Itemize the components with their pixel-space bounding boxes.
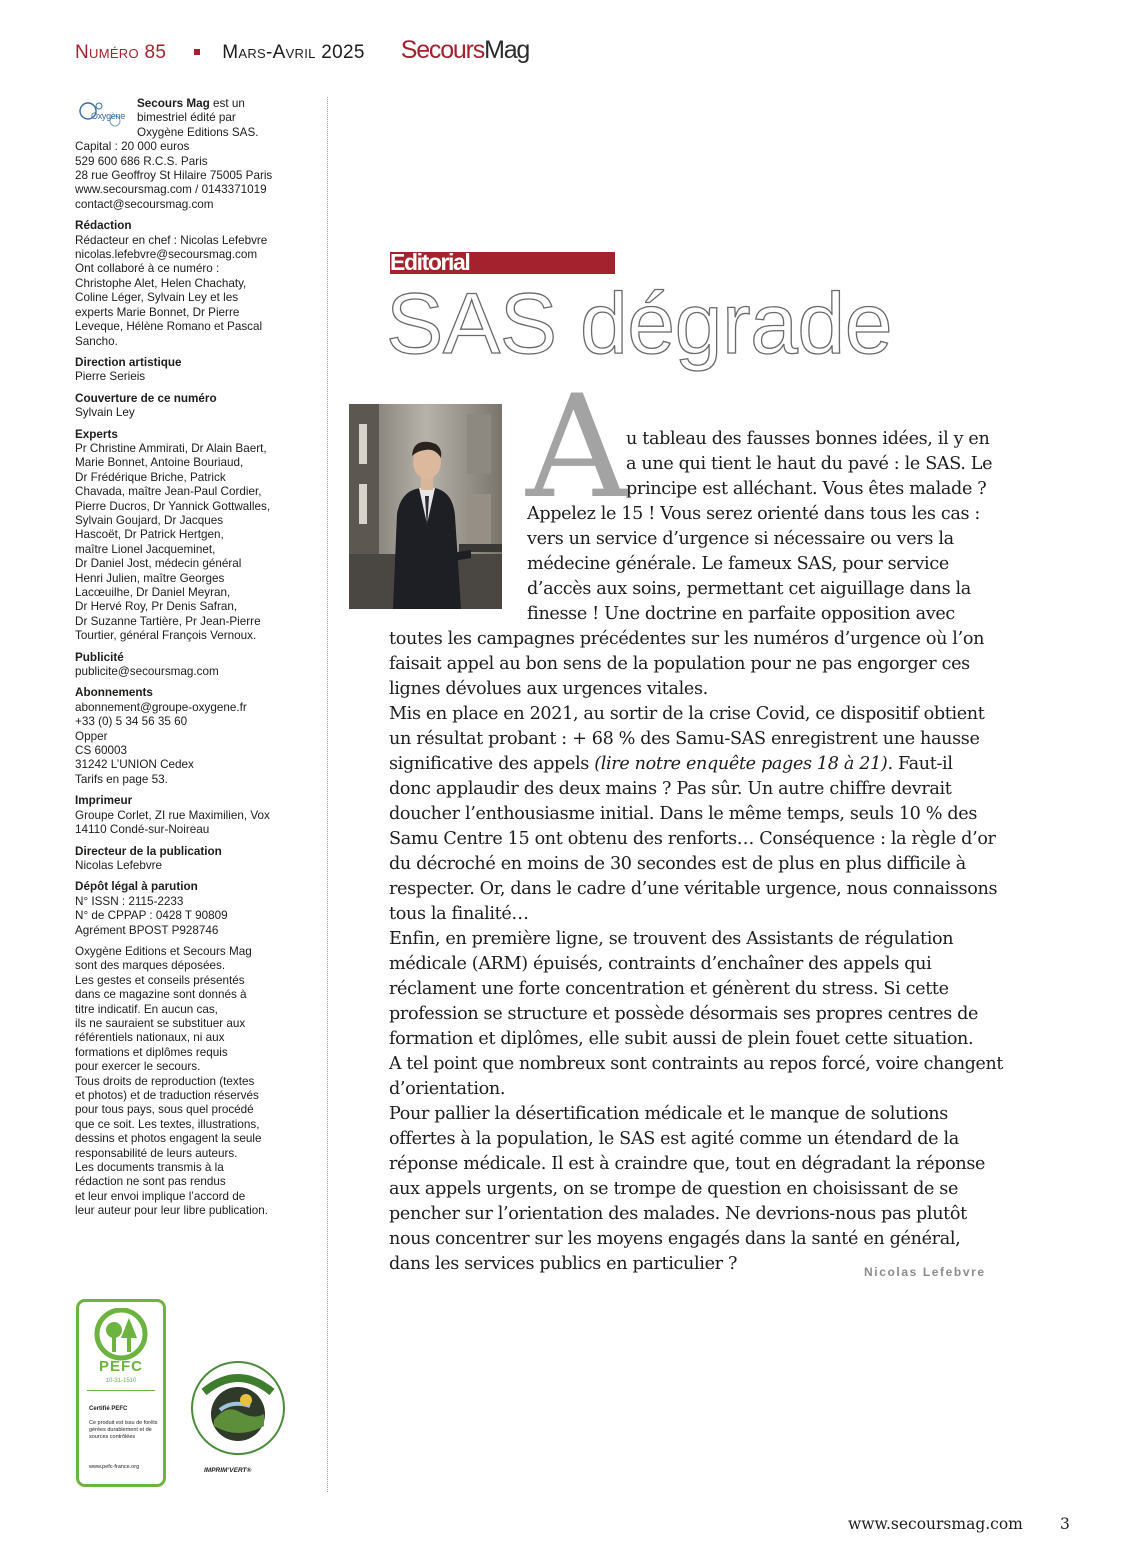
oxygene-logo (75, 97, 137, 137)
article-line: nous concentrer sur les moyens engagés dans la santé en général, (389, 1229, 961, 1249)
masthead-section (75, 845, 315, 874)
article-line: d’orientation. (389, 1079, 506, 1099)
brand-logo: SecoursMag (400, 36, 530, 64)
issue-date: Mars-Avril 2025 (222, 42, 365, 63)
masthead-section-title: Directeur de la publication (75, 844, 222, 858)
pefc-divider (87, 1390, 155, 1391)
imprim-vert-logo (190, 1360, 286, 1456)
article-line: formation et diplômes, elle subit aussi de plein fouet cette situation. (389, 1029, 974, 1049)
masthead-section-text: Pierre Serieis (75, 370, 146, 384)
article-line: un résultat probant : + 68 % des Samu-SAS enregistrent une hausse (389, 729, 980, 749)
column-divider (327, 97, 328, 1492)
article-line: a une qui tient le haut du pavé : le SAS. Le (626, 454, 993, 474)
masthead-section-title: Publicité (75, 650, 124, 664)
article-line: principe est alléchant. Vous êtes malade ? (626, 479, 987, 499)
pefc-url: www.pefc-france.org (89, 1464, 140, 1470)
pefc-certified: Certifié PEFC (89, 1406, 128, 1412)
article-line: Pour pallier la désertification médicale et le manque de solutions (389, 1104, 948, 1124)
article-line: respecter. Or, dans le cadre d’une véritable urgence, nous connaissons (389, 879, 998, 899)
pefc-logo (76, 1299, 166, 1487)
oxygene-logo-text: Oxygène (91, 111, 125, 121)
article-line: toutes les campagnes précédentes sur les numéros d’urgence où l’on (389, 629, 985, 649)
pefc-description: Ce produit est issu de forêts gérées durablement et de sources contrôlées (89, 1420, 158, 1440)
imprim-vert-seal-icon (190, 1360, 286, 1456)
masthead-section-text: publicite@secoursmag.com (75, 665, 219, 679)
masthead-section (75, 794, 315, 837)
article-line: Appelez le 15 ! Vous serez orienté dans tous les cas : (527, 504, 980, 524)
masthead-section-text: Sylvain Ley (75, 406, 135, 420)
article-line: Enfin, en première ligne, se trouvent des Assistants de régulation (389, 929, 954, 949)
masthead-intro-text: Secours Mag est un bimestriel édité par Oxygène Editions SAS. (137, 97, 259, 139)
article-line: pencher sur l’orientation des malades. Ne devrions-nous pas plutôt (389, 1204, 967, 1224)
issue-number: Numéro 85 (75, 42, 167, 63)
masthead-section-title: Imprimeur (75, 794, 133, 808)
article-line: réponse médicale. Il est à craindre que, tout en dégradant la réponse (389, 1154, 986, 1174)
masthead-section (75, 219, 315, 349)
imprim-vert-small-mark: IMPRIM’VERT® (204, 1467, 252, 1474)
article-line: médicale (ARM) épuisés, contraints d’enchaîner des appels qui (389, 954, 932, 974)
article-line: A tel point que nombreux sont contraints au repos forcé, voire changent (389, 1054, 1003, 1074)
masthead-section (75, 392, 315, 421)
masthead-section-text: N° ISSN : 2115-2233 N° de CPPAP : 0428 T 90809 Agrément BPOST P928746 (75, 894, 228, 937)
masthead-section-title: Experts (75, 427, 118, 441)
article-line: significative des appels (lire notre enquête pages 18 à 21). Faut-il (389, 754, 953, 774)
article-line: finesse ! Une doctrine en parfaite opposition avec (527, 604, 955, 624)
article-line: doucher l’enthousiasme initial. Dans le même temps, seuls 10 % des (389, 804, 978, 824)
masthead-section (75, 651, 315, 680)
pefc-name: PEFC (98, 1358, 143, 1375)
separator-square (194, 49, 200, 55)
footer-website: www.secoursmag.com (848, 1515, 1023, 1533)
pefc-code: 10-31-1510 (105, 1378, 137, 1384)
article-reference: (lire notre enquête pages 18 à 21) (594, 754, 888, 774)
masthead-intro (75, 97, 315, 140)
article-line: Mis en place en 2021, au sortir de la crise Covid, ce dispositif obtient (389, 704, 985, 724)
masthead-section-title: Couverture de ce numéro (75, 391, 217, 405)
section-kicker (390, 249, 615, 275)
section-kicker-label: Editorial (390, 249, 470, 275)
article-body (389, 427, 1003, 1277)
publisher-legal: Capital : 20 000 euros 529 600 686 R.C.S. Paris 28 rue Geoffroy St Hilaire 75005 Paris www.secoursmag.com / 0143371019 contact@secoursmag.com (75, 140, 273, 211)
article-line: d’accès aux soins, permettant cet aiguillage dans la (527, 579, 971, 599)
article-line: aux appels urgents, on se trompe de question en choisissant de se (389, 1179, 959, 1199)
article-line: faisait appel au bon sens de la population pour ne pas engorger ces (389, 654, 970, 674)
article-line: tous la finalité… (389, 904, 529, 924)
masthead-section-title: Dépôt légal à parution (75, 880, 198, 894)
masthead-section (75, 880, 315, 938)
article-line: vers un service d’urgence si nécessaire ou vers la (527, 529, 954, 549)
drop-cap: A (526, 365, 629, 530)
masthead-section (75, 356, 315, 385)
masthead-section-text: Nicolas Lefebvre (75, 858, 163, 872)
masthead-section-text: Pr Christine Ammirati, Dr Alain Baert, Marie Bonnet, Antoine Bouriaud, Dr Frédérique Briche, Patrick Chavada, maître Jean-Paul Cordier, Pierre Ducros, Dr Yannick Gottwalles, Sylvain Goujard, Dr Jacques Hascoët, Dr Patrick Hertgen, maître Lionel Jacqueminet, Dr Daniel Jost, médecin général Henri Julien, maître Georges Lacœuilhe, Dr Daniel Meyran, Dr Hervé Roy, Pr Denis Safran, Dr Suzanne Tartière, Pr Jean-Pierre Tourtier, général François Vernoux. (75, 441, 271, 643)
article-line: médecine générale. Le fameux SAS, pour service (527, 554, 949, 574)
masthead-sections (75, 219, 315, 938)
article-line: lignes dévolues aux urgences vitales. (389, 679, 708, 699)
page-header (75, 36, 529, 66)
article-line: donc applaudir des deux mains ? Pas sûr. Un autre chiffre devrait (389, 779, 952, 799)
masthead-section-title: Rédaction (75, 219, 132, 233)
article-line: Samu Centre 15 ont obtenu des renforts… Conséquence : la règle d’or (389, 829, 996, 849)
masthead-section-text: Groupe Corlet, ZI rue Maximilien, Vox 14110 Condé-sur-Noireau (75, 808, 270, 837)
author-signature: Nicolas Lefebvre (864, 1265, 986, 1279)
article-title: SAS dégrade (386, 276, 893, 372)
article-line: dans les services publics en particulier ? (389, 1254, 738, 1274)
article-line: du décroché en moins de 30 secondes est de plus en plus difficile à (389, 854, 966, 874)
masthead-section-text: abonnement@groupe-oxygene.fr +33 (0) 5 34 56 35 60 Opper CS 60003 31242 L’UNION Cedex Tarifs en page 53. (75, 700, 247, 786)
article-line: u tableau des fausses bonnes idées, il y en (626, 429, 990, 449)
masthead-section (75, 428, 315, 644)
article-line: offertes à la population, le SAS est agité comme un étendard de la (389, 1129, 959, 1149)
masthead-section-title: Direction artistique (75, 355, 182, 369)
masthead-sidebar (75, 97, 315, 1219)
page-number: 3 (1060, 1515, 1070, 1533)
masthead-section-title: Abonnements (75, 686, 153, 700)
masthead-section-text: Rédacteur en chef : Nicolas Lefebvre nicolas.lefebvre@secoursmag.com Ont collaboré à ce numéro : Christophe Alet, Helen Chachaty, Coline Léger, Sylvain Ley et les experts Marie Bonnet, Dr Pierre Leveque, Hélène Romano et Pascal Sancho. (75, 233, 268, 348)
article-line: profession se structure et possède désormais ses propres centres de (389, 1004, 979, 1024)
article-line: réclament une forte concentration et génèrent du stress. Si cette (389, 979, 949, 999)
masthead-section (75, 686, 315, 787)
disclaimer: Oxygène Editions et Secours Mag sont des marques déposées. Les gestes et conseils présentés dans ce magazine sont donnés à titre indicatif. En aucun cas, ils ne sauraient se substituer aux référentiels nationaux, ni aux formations et diplômes requis pour exercer le secours. Tous droits de reproduction (textes et photos) et de traduction réservés pour tous pays, sous quel procédé que ce soit. Les textes, illustrations, dessins et photos engagent la seule responsabilité de leurs auteurs. Les documents transmis à la rédaction ne sont pas rendus et leur envoi implique l’accord de leur auteur pour leur libre publication. (75, 944, 268, 1218)
